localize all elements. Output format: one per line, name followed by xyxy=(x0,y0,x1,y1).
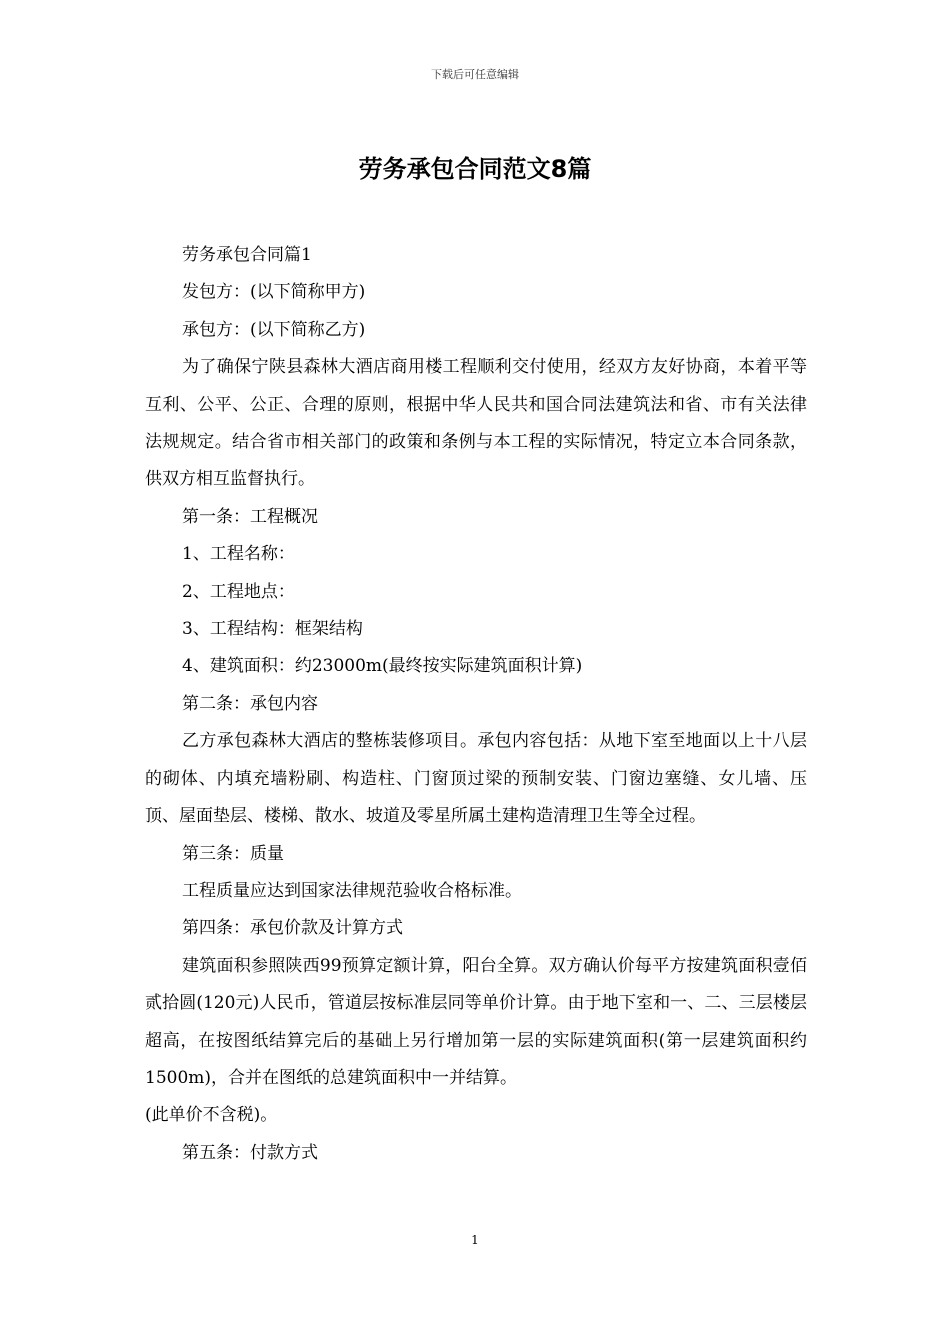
page-number: 1 xyxy=(471,1233,479,1247)
paragraph-article-4-heading: 第四条：承包价款及计算方式 xyxy=(182,918,403,939)
paragraph-section-heading: 劳务承包合同篇1 xyxy=(182,245,312,265)
paragraph-article-5-heading: 第五条：付款方式 xyxy=(182,1142,318,1163)
paragraph-preamble: 为了确保宁陕县森林大酒店商用楼工程顺利交付使用，经双方友好协商，本着平等互利、公平、公正、合理的原则，根据中华人民共和国合同法建筑法和省、市有关法律法规规定。结合省市相关部门的政策和条例与本工程的实际情况，特定立本合同条款，供双方相互监督执行。 xyxy=(145,357,807,490)
paragraph-pricing: 建筑面积参照陕西99预算定额计算，阳台全算。双方确认价每平方按建筑面积壹佰贰拾圆(120元)人民币，管道层按标准层同等单价计算。由于地下室和一、二、三层楼层超高，在按图纸结算完后的基础上另行增加第一层的实际建筑面积(第一层建筑面积约1500m)，合并在图纸的总建筑面积中一并结算。 xyxy=(145,955,807,1088)
paragraph-article-1-heading: 第一条：工程概况 xyxy=(182,506,318,527)
paragraph-building-area: 4、建筑面积：约23000m(最终按实际建筑面积计算) xyxy=(182,656,583,677)
document-body xyxy=(145,237,807,1172)
paragraph-quality: 工程质量应达到国家法律规范验收合格标准。 xyxy=(182,880,522,901)
paragraph-project-name: 1、工程名称： xyxy=(182,544,295,565)
paragraph-project-structure: 3、工程结构：框架结构 xyxy=(182,619,363,640)
paragraph-article-2-heading: 第二条：承包内容 xyxy=(182,693,318,714)
paragraph-contract-scope: 乙方承包森林大酒店的整栋装修项目。承包内容包括：从地下室至地面以上十八层的砌体、内填充墙粉刷、构造柱、门窗顶过梁的预制安装、门窗边塞缝、女儿墙、压顶、屋面垫层、楼梯、散水、坡道及零星所属土建构造清理卫生等全过程。 xyxy=(145,731,807,827)
paragraph-party-a: 发包方：(以下简称甲方) xyxy=(182,282,366,303)
paragraph-tax-note: (此单价不含税)。 xyxy=(145,1105,278,1126)
page-header-note: 下载后可任意编辑 xyxy=(431,68,519,81)
paragraph-project-location: 2、工程地点： xyxy=(182,581,295,602)
document-title: 劳务承包合同范文8篇 xyxy=(358,155,592,183)
paragraph-party-b: 承包方：(以下简称乙方) xyxy=(182,319,366,340)
paragraph-article-3-heading: 第三条：质量 xyxy=(182,843,284,864)
